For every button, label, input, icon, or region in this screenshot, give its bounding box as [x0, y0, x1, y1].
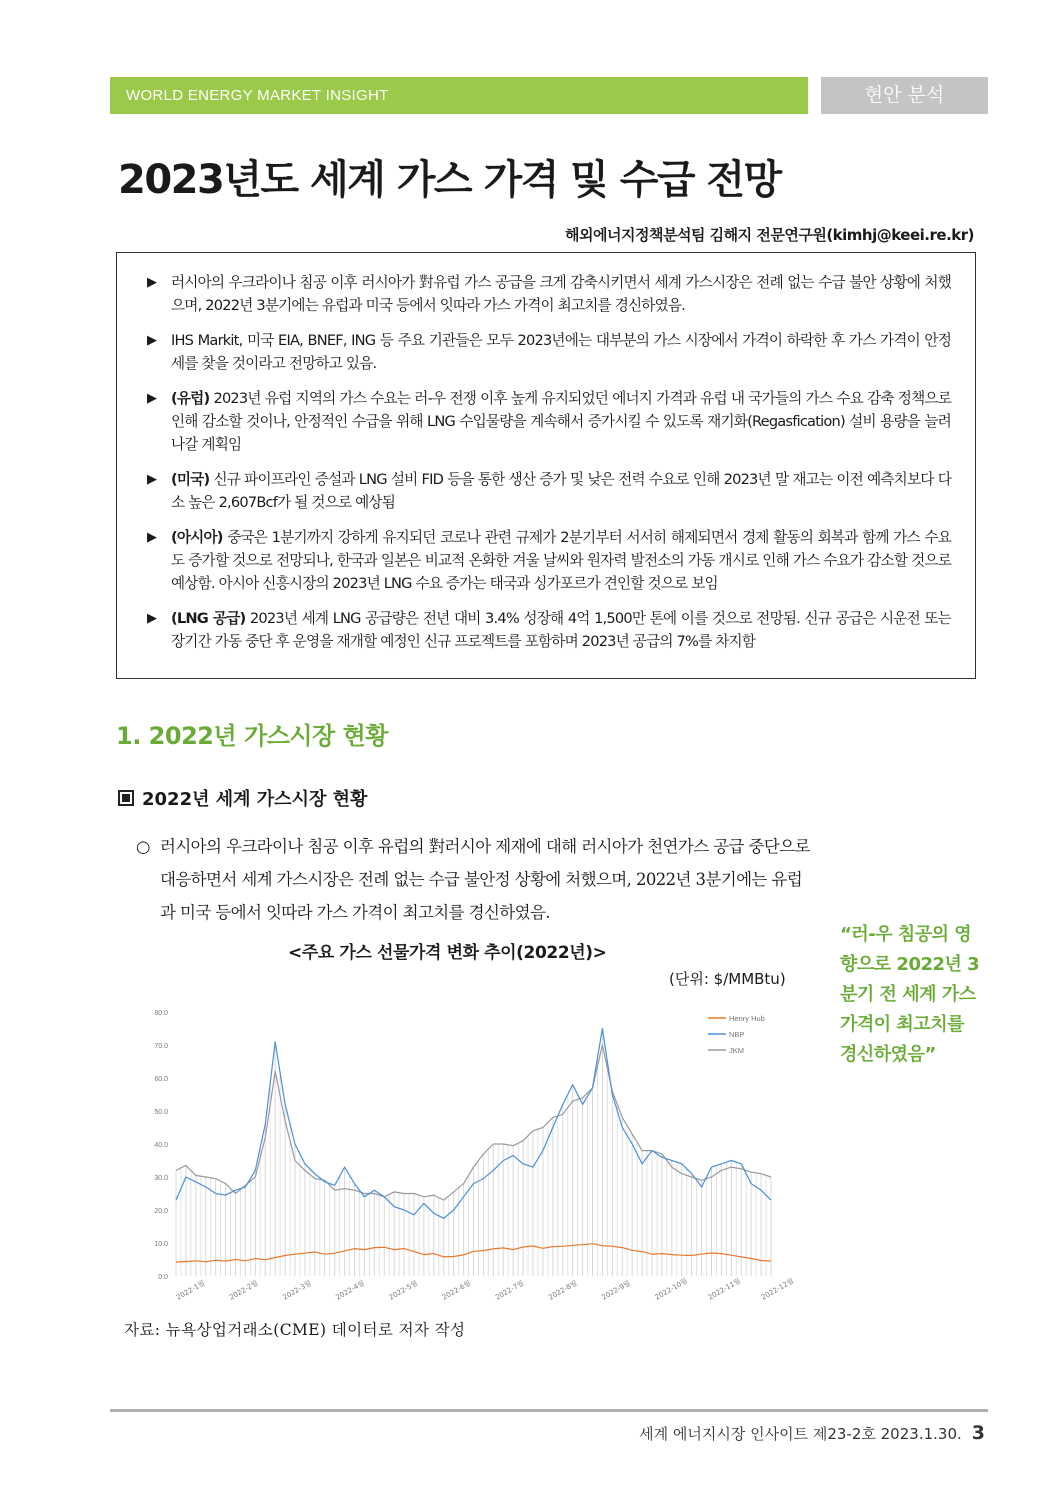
y-tick-label: 70.0 [154, 1043, 168, 1050]
x-tick-label: 2022-3월 [281, 1279, 313, 1302]
y-tick-label: 40.0 [154, 1142, 168, 1149]
summary-item-text: 중국은 1분기까지 강하게 유지되던 코로나 관련 규제가 2분기부터 서서히 해제되면서 경제 활동의 회복과 함께 가스 수요도 증가할 것으로 전망되나, 한국과 일본은 비교적 온화한 겨울 날씨와 원자력 발전소의 가동 개시로 인해 가스 수요가 감소할 것으로 예상함. 아시아 신흥시장의 2023년 LNG 수요 증가는 태국과 싱가포르가 견인할 것으로 보임 [171, 529, 951, 592]
triangle-bullet-icon: ▶ [147, 611, 157, 626]
y-tick-label: 0.0 [158, 1274, 168, 1281]
summary-item-text: IHS Markit, 미국 EIA, BNEF, ING 등 주요 기관들은 모두 2023년에는 대부분의 가스 시장에서 가격이 하락한 후 가스 가격이 안정세를 찾을 것이라고 전망하고 있음. [171, 332, 951, 372]
body-text: 러시아의 우크라이나 침공 이후 유럽의 對러시아 제재에 대해 러시아가 천연가스 공급 중단으로 대응하면서 세계 가스시장은 전례 없는 수급 불안정 상황에 처했으며, 2022년 3분기에는 유럽과 미국 등에서 잇따라 가스 가격이 최고치를 경신하였음. [160, 837, 810, 922]
pull-quote: “러-우 침공의 영향으로 2022년 3분기 전 세계 가스 가격이 최고치를 경신하였음” [840, 924, 980, 1065]
x-tick-label: 2022-1월 [175, 1279, 207, 1302]
x-tick-label: 2022-12월 [760, 1276, 796, 1302]
x-tick-label: 2022-4월 [334, 1279, 366, 1302]
summary-item-text: 2023년 유럽 지역의 가스 수요는 러-우 전쟁 이후 높게 유지되었던 에너지 가격과 유럽 내 국가들의 가스 수요 감축 정책으로 인해 감소할 것이나, 안정적인 수급을 위해 LNG 수입물량을 계속해서 증가시킬 수 있도록 재기화(Regasfication) 설비 용량을 늘려나갈 계획임 [171, 390, 951, 453]
summary-item [147, 468, 951, 514]
y-tick-label: 80.0 [154, 1010, 168, 1017]
section-title: 1. 2022년 가스시장 현황 [116, 722, 388, 750]
subsection-title-text: 2022년 세계 가스시장 현황 [142, 789, 368, 810]
chart-background [128, 1004, 784, 1311]
x-tick-label: 2022-6월 [440, 1279, 473, 1302]
price-chart [128, 1004, 796, 1311]
author-line: 해외에너지정책분석팀 김해지 전문연구원(kimhj@keei.re.kr) [565, 226, 974, 244]
summary-item [147, 271, 951, 317]
summary-item-tag: (아시아) [171, 529, 223, 546]
legend-label: Henry Hub [729, 1014, 765, 1023]
x-tick-label: 2022-9월 [600, 1279, 632, 1302]
legend-label: JKM [729, 1046, 744, 1055]
section-tag: 현안 분석 [821, 77, 988, 114]
summary-item [147, 526, 951, 595]
y-tick-label: 30.0 [154, 1175, 168, 1182]
summary-item-tag: (미국) [171, 471, 210, 488]
summary-item [147, 387, 951, 456]
summary-item-text: 러시아의 우크라이나 침공 이후 러시아가 對유럽 가스 공급을 크게 감축시키면서 세계 가스시장은 전례 없는 수급 불안 상황에 처했으며, 2022년 3분기에는 유럽과 미국 등에서 잇따라 가스 가격이 최고치를 경신하였음. [171, 274, 951, 314]
x-tick-label: 2022-8월 [547, 1279, 579, 1302]
y-tick-label: 60.0 [154, 1076, 168, 1083]
price-chart-svg [128, 1004, 796, 1311]
subsection-title [118, 785, 367, 811]
footer [639, 1422, 985, 1444]
legend-label: NBP [729, 1030, 745, 1039]
page-title: 2023년도 세계 가스 가격 및 수급 전망 [118, 157, 781, 203]
triangle-bullet-icon: ▶ [147, 530, 157, 545]
triangle-bullet-icon: ▶ [147, 333, 157, 348]
chart-unit: (단위: $/MMBtu) [669, 970, 786, 988]
triangle-bullet-icon: ▶ [147, 391, 157, 406]
y-tick-label: 10.0 [154, 1241, 168, 1248]
summary-item-text: 2023년 세계 LNG 공급량은 전년 대비 3.4% 성장해 4억 1,500만 톤에 이를 것으로 전망됨. 신규 공급은 시운전 또는 장기간 가동 중단 후 운영을 재개할 예정인 신규 프로젝트를 포함하며 2023년 공급의 7%를 차지함 [171, 610, 951, 650]
footer-text: 세계 에너지시장 인사이트 제23-2호 2023.1.30. [639, 1425, 962, 1443]
summary-item [147, 607, 951, 653]
body-paragraph [136, 830, 812, 929]
x-tick-label: 2022-5월 [387, 1279, 420, 1302]
chart-source: 자료: 뉴욕상업거래소(CME) 데이터로 저자 작성 [124, 1321, 466, 1339]
x-tick-label: 2022-2월 [228, 1279, 260, 1302]
square-bullet-icon [118, 790, 134, 806]
summary-item [147, 329, 951, 375]
x-tick-label: 2022-7월 [494, 1279, 526, 1302]
summary-item-tag: (유럽) [171, 390, 210, 407]
summary-item-tag: (LNG 공급) [171, 610, 246, 627]
chart-caption: <주요 가스 선물가격 변화 추이(2022년)> [288, 943, 607, 963]
x-tick-label: 2022-10월 [653, 1276, 689, 1302]
x-tick-label: 2022-11월 [706, 1276, 743, 1302]
y-tick-label: 50.0 [154, 1109, 168, 1116]
footer-divider [110, 1409, 988, 1412]
header-banner: WORLD ENERGY MARKET INSIGHT [110, 77, 808, 114]
circle-bullet-icon: ○ [136, 837, 150, 856]
summary-list [147, 271, 951, 653]
page-number: 3 [971, 1422, 985, 1444]
summary-item-text: 신규 파이프라인 증설과 LNG 설비 FID 등을 통한 생산 증가 및 낮은 전력 수요로 인해 2023년 말 재고는 이전 예측치보다 다소 높은 2,607Bcf가 될 것으로 예상됨 [171, 471, 951, 511]
y-tick-label: 20.0 [154, 1208, 168, 1215]
summary-box [116, 252, 976, 679]
triangle-bullet-icon: ▶ [147, 472, 157, 487]
triangle-bullet-icon: ▶ [147, 275, 157, 290]
